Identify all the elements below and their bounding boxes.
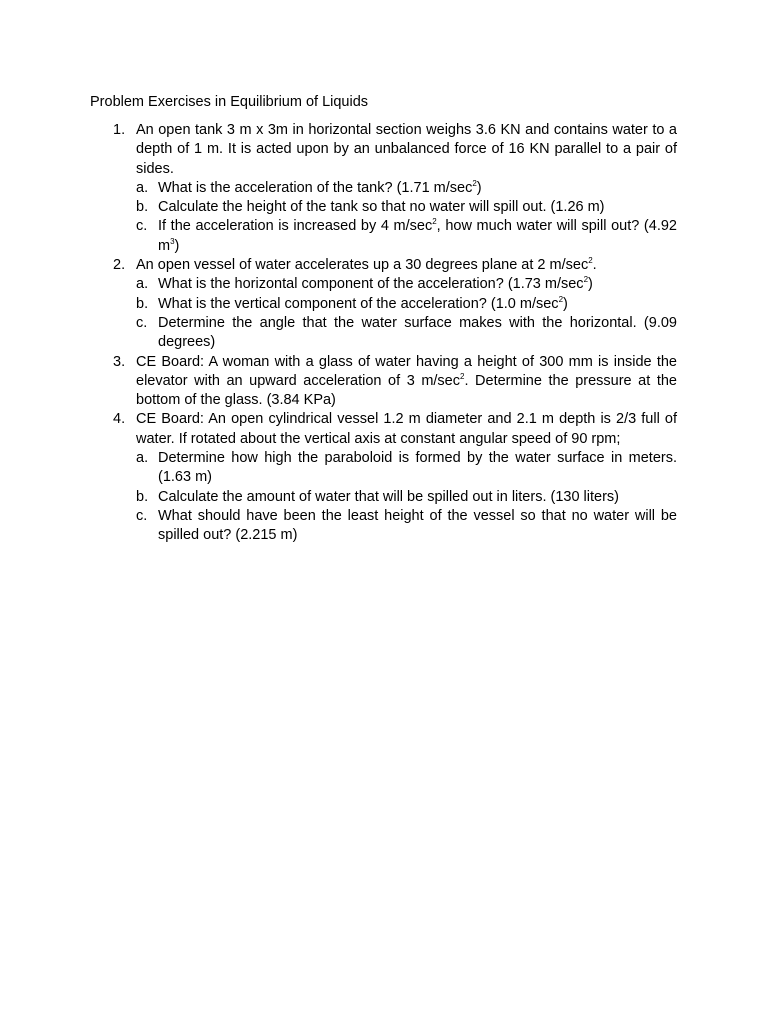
subquestion-2b <box>136 295 677 314</box>
subquestion-1a <box>136 179 677 198</box>
subquestion-text: What should have been the least height of the vessel so that no water will be spilled out? (2.215 m) <box>158 507 677 544</box>
subquestion-text: Calculate the height of the tank so that no water will spill out. (1.26 m) <box>158 199 605 216</box>
problem-2 <box>90 256 677 352</box>
subquestion-text: Calculate the amount of water that will be spilled out in liters. (130 liters) <box>158 488 619 505</box>
subquestion-letter: a. <box>136 179 149 196</box>
problem-text: An open tank 3 m x 3m in horizontal section weighs 3.6 KN and contains water to a depth of 1 m. It is acted upon by an unbalanced force of 16 KN parallel to a pair of sides. <box>136 122 677 177</box>
subquestion-2a <box>136 275 677 294</box>
problem-number: 1. <box>113 122 126 138</box>
subquestion-list <box>136 275 677 352</box>
problem-number: 2. <box>113 257 126 274</box>
subquestion-text: Determine the angle that the water surface makes with the horizontal. (9.09 degrees) <box>158 314 677 351</box>
subquestion-2c <box>136 314 677 353</box>
subquestion-text: Determine how high the paraboloid is formed by the water surface in meters. (1.63 m) <box>158 450 677 486</box>
problem-text: An open vessel of water accelerates up a 30 degrees plane at 2 $m/\sec^2$. <box>136 256 597 274</box>
page-title: Problem Exercises in Equilibrium of Liquids <box>90 94 369 110</box>
subquestion-text: What is the horizontal component of the acceleration? (1.73 $m/\sec^2$) <box>158 275 593 293</box>
problem-4 <box>90 410 677 545</box>
subquestion-letter: c. <box>136 218 148 235</box>
subquestion-text: What is the vertical component of the acceleration? (1.0 $m/\sec^2$) <box>158 294 568 312</box>
subquestion-list <box>136 449 677 545</box>
problem-3 <box>90 353 677 411</box>
subquestion-letter: b. <box>136 488 149 505</box>
subquestion-letter: c. <box>136 314 148 331</box>
subquestion-text: If the acceleration is increased by 4 $m/\sec^2$, how much water will spill out? (4.92 $m^3$) <box>158 217 677 254</box>
subquestion-letter: b. <box>136 199 149 216</box>
problem-number: 4. <box>113 411 126 428</box>
subquestion-list <box>136 179 677 256</box>
subquestion-letter: c. <box>136 507 148 524</box>
subquestion-letter: a. <box>136 450 149 467</box>
subquestion-1b <box>136 198 677 217</box>
problem-text: CE Board: An open cylindrical vessel 1.2 m diameter and 2.1 m depth is 2/3 full of water. If rotated about the vertical axis at constant angular speed of 90 rpm; <box>136 411 677 447</box>
problem-text: CE Board: A woman with a glass of water having a height of 300 mm is inside the elevator with an upward acceleration of 3 $m/\sec^2$. Determine the pressure at the bottom of the glass. (3.84 KPa) <box>136 353 677 409</box>
subquestion-4a <box>136 449 677 488</box>
problem-1 <box>90 121 677 256</box>
subquestion-4c <box>136 507 677 546</box>
subquestion-1c <box>136 217 677 256</box>
subquestion-letter: b. <box>136 295 149 312</box>
subquestion-4b <box>136 488 677 507</box>
subquestion-text: What is the acceleration of the tank? (1.71 $m/\sec^2$) <box>158 179 482 196</box>
problem-number: 3. <box>113 353 126 370</box>
subquestion-letter: a. <box>136 276 149 293</box>
problem-list <box>90 121 677 546</box>
